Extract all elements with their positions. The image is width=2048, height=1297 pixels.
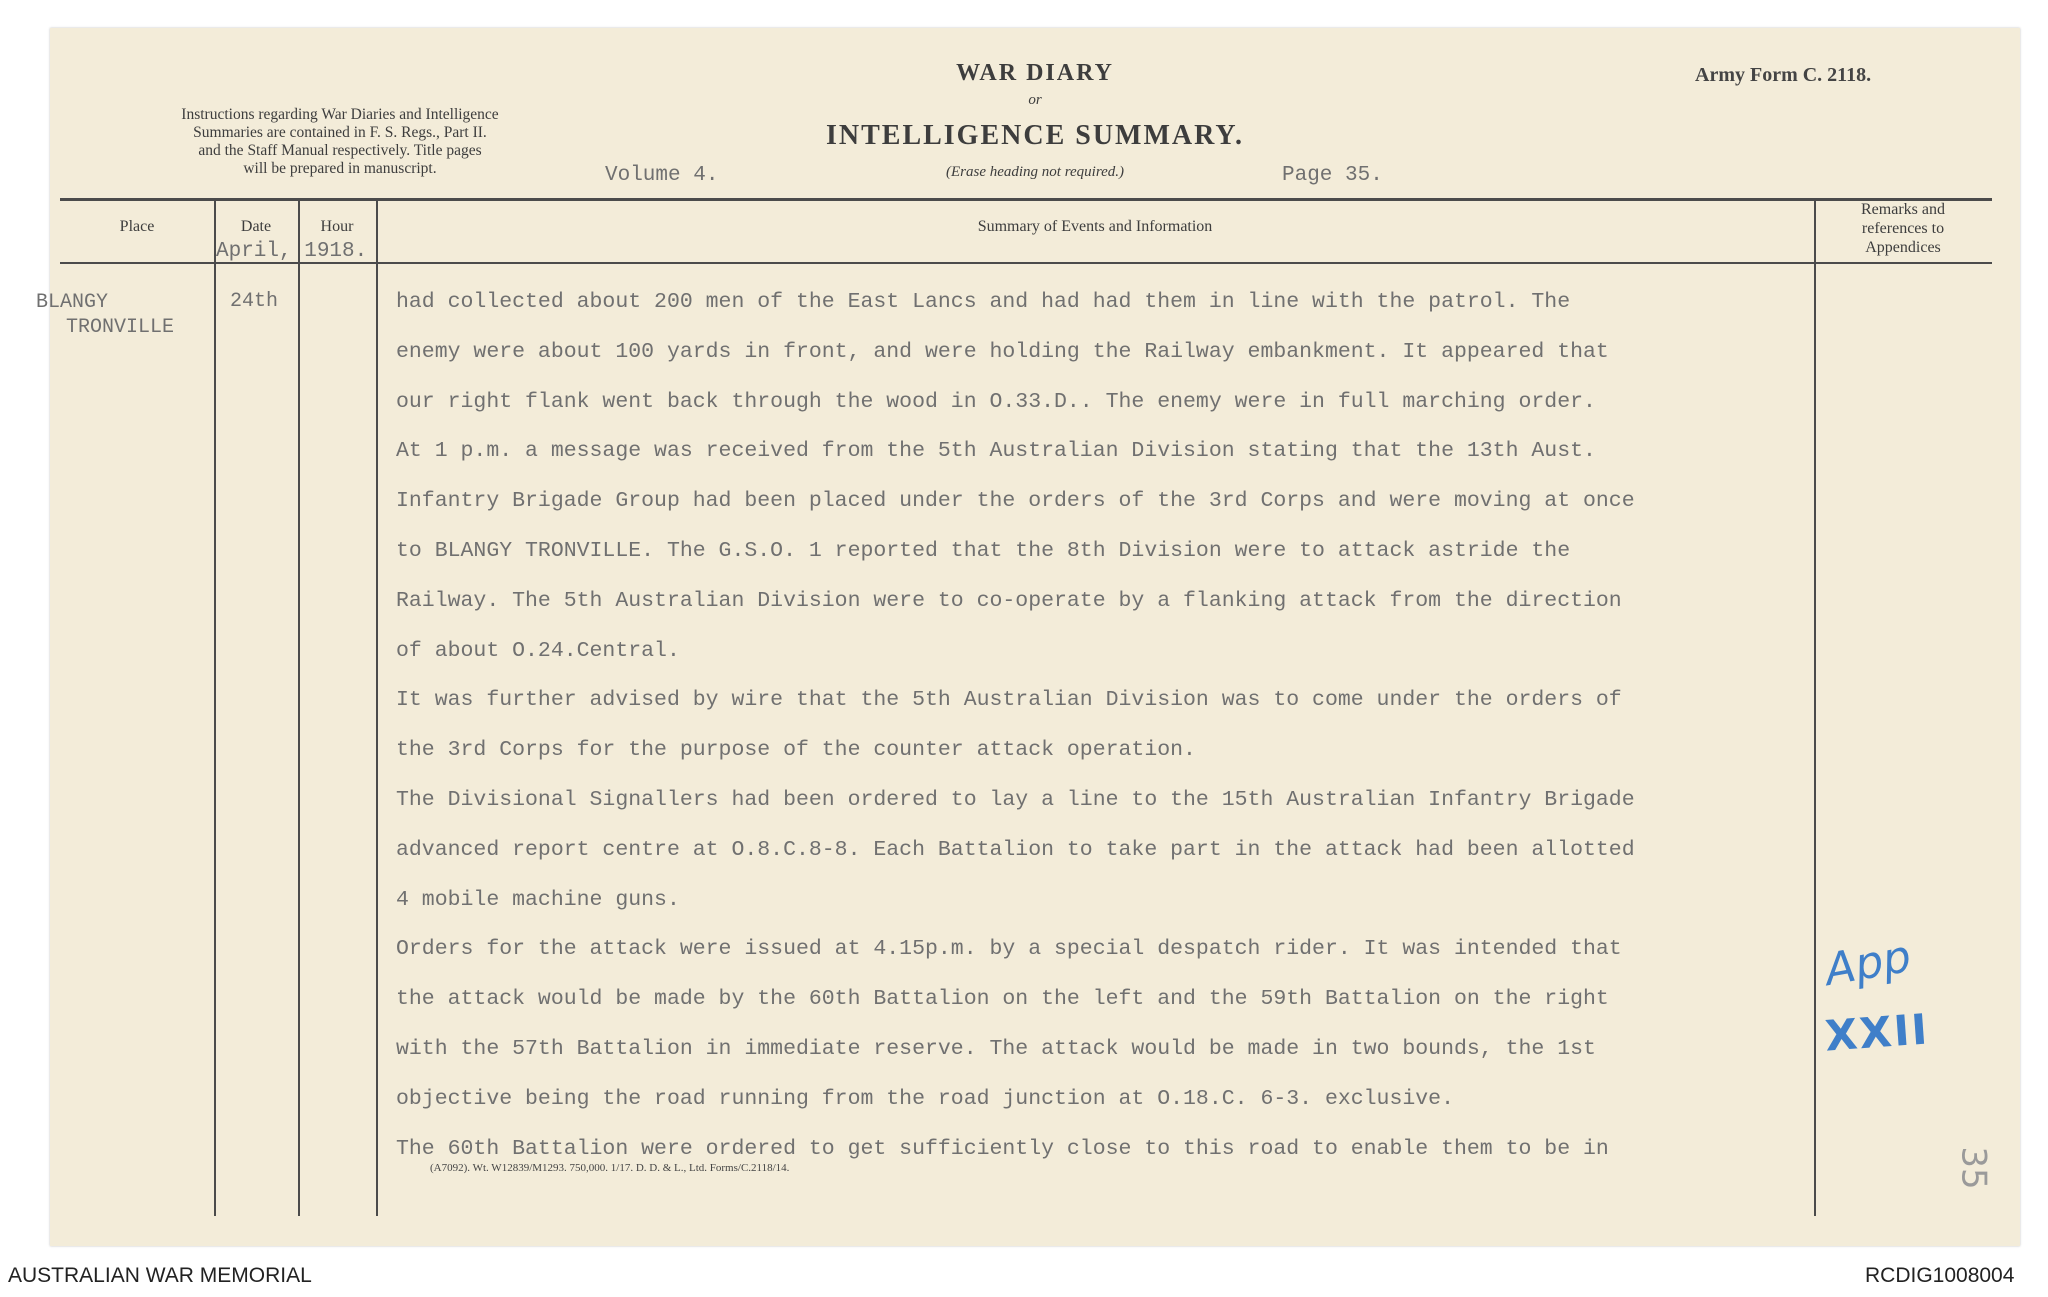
footer-record-id: RCDIG1008004 [1865,1264,2015,1287]
printer-imprint: (A7092). Wt. W12839/M1293. 750,000. 1/17. D. D. & L., Ltd. Forms/C.2118/14. [430,1162,790,1174]
column-divider [376,198,378,1216]
footer-institution: AUSTRALIAN WAR MEMORIAL [8,1264,312,1287]
header-summary: Summary of Events and Information [977,218,1213,235]
header-place: Place [119,218,155,235]
title-or: or [1028,92,1042,108]
summary-line: enemy were about 100 yards in front, and were holding the Railway embankment. It appeared that [396,339,1609,364]
summary-line: with the 57th Battalion in immediate reserve. The attack would be made in two bounds, the 1st [396,1036,1596,1061]
title-intelligence-summary: INTELLIGENCE SUMMARY. [825,120,1245,151]
header-remarks-line: Remarks and [1861,201,1945,218]
summary-line: of about O.24.Central. [396,638,680,663]
place-line: TRONVILLE [66,316,175,339]
appendix-annotation: App [1821,930,1915,997]
summary-line: objective being the road running from the road junction at O.18.C. 6-3. exclusive. [396,1086,1454,1111]
summary-text [396,290,1816,1186]
summary-line: Orders for the attack were issued at 4.15p.m. by a special despatch rider. It was intended that [396,937,1622,962]
title-war-diary: WAR DIARY [956,60,1114,86]
month-year: April, 1918. [216,240,368,263]
column-divider [214,198,216,1216]
header-remarks-line: references to [1861,220,1945,237]
column-divider [298,198,300,1216]
place-line: BLANGY [36,291,109,314]
summary-line: our right flank went back through the wood in O.33.D.. The enemy were in full marching order. [396,389,1596,414]
summary-line: Railway. The 5th Australian Division were to co-operate by a flanking attack from the direction [396,588,1622,613]
page-number: Page 35. [1282,164,1383,187]
summary-line: had collected about 200 men of the East Lancs and had had them in line with the patrol. The [396,290,1571,314]
header-date: Date [240,218,272,235]
summary-line: The 60th Battalion were ordered to get sufficiently close to this road to enable them to be in [396,1136,1609,1161]
place-entry [36,290,174,340]
header-hour: Hour [320,218,354,235]
pencil-page-number: 35 [1953,1146,1994,1190]
summary-line: to BLANGY TRONVILLE. The G.S.O. 1 reported that the 8th Division were to attack astride the [396,538,1571,563]
instructions-line: will be prepared in manuscript. [243,160,437,177]
summary-line: Infantry Brigade Group had been placed under the orders of the 3rd Corps and were moving at once [396,489,1635,514]
erase-heading-note: (Erase heading not required.) [945,164,1125,180]
summary-line: the attack would be made by the 60th Battalion on the left and the 59th Battalion on the right [396,987,1609,1012]
date-entry: 24th [230,290,279,313]
appendix-number: XXII [1823,1004,1931,1061]
instructions-line: Summaries are contained in F. S. Regs., Part II. [193,124,487,141]
summary-line: the 3rd Corps for the purpose of the counter attack operation. [396,738,1196,763]
table-top-rule [60,198,1992,201]
summary-line: advanced report centre at O.8.C.8-8. Each Battalion to take part in the attack had been allotted [396,837,1635,862]
summary-line: 4 mobile machine guns. [396,887,680,912]
instructions-line: and the Staff Manual respectively. Title pages [198,142,482,159]
header-remarks [1814,200,1992,257]
instructions-line: Instructions regarding War Diaries and Intelligence [181,106,499,123]
summary-line: At 1 p.m. a message was received from the 5th Australian Division stating that the 13th Aust. [396,439,1596,464]
summary-line: It was further advised by wire that the 5th Australian Division was to come under the orders of [396,688,1622,713]
volume-number: Volume 4. [605,164,719,187]
diary-sheet [36,28,2020,1246]
army-form-number: Army Form C. 2118. [1695,64,1872,86]
header-remarks-line: Appendices [1865,239,1941,256]
summary-line: The Divisional Signallers had been ordered to lay a line to the 15th Australian Infantry Brigade [396,787,1635,812]
